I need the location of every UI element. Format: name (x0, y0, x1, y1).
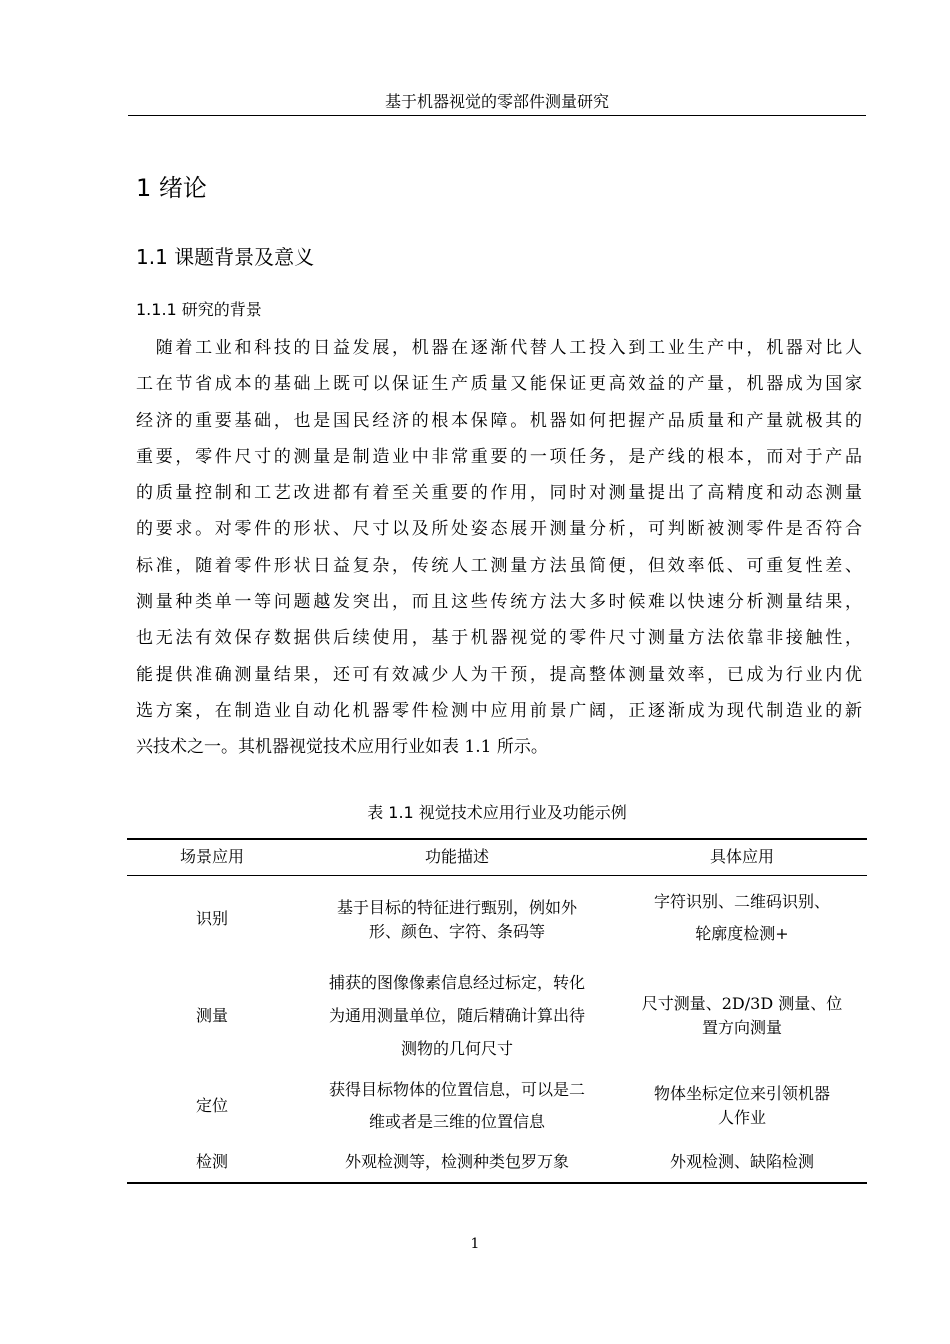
paragraph-line: 重要，零件尺寸的测量是制造业中非常重要的一项任务，是产线的根本，而对于产品 (136, 446, 862, 467)
cell-line: 字符识别、二维码识别、 (653, 892, 830, 911)
chapter-title: 1 绪论 (136, 174, 207, 202)
table-header-cell: 场景应用 (179, 847, 244, 866)
table-cell-scene: 测量 (195, 1006, 228, 1025)
table-cell-app (617, 1082, 867, 1130)
cell-line: 基于目标的特征进行甄别，例如外 (336, 898, 577, 917)
subsection-title: 1.1.1 研究的背景 (136, 300, 262, 319)
table-caption: 表 1.1 视觉技术应用行业及功能示例 (367, 803, 627, 822)
cell-line: 置方向测量 (701, 1018, 782, 1037)
cell-line: 轮廓度检测+ (695, 924, 789, 943)
paragraph-line: 测量种类单一等问题越发突出，而且这些传统方法大多时候难以快速分析测量结果， (136, 592, 862, 613)
page-number: 1 (470, 1236, 480, 1252)
table-cell-scene: 检测 (195, 1152, 228, 1171)
paragraph-line: 标准，随着零件形状日益复杂，传统人工测量方法虽简便，但效率低、可重复性差、 (136, 555, 862, 576)
table-cell-app (617, 886, 867, 950)
paragraph-line: 的要求。对零件的形状、尺寸以及所处姿态展开测量分析，可判断被测零件是否符合 (136, 519, 862, 540)
table-cell-scene: 定位 (195, 1096, 228, 1115)
table-cell-desc: 外观检测等，检测种类包罗万象 (344, 1152, 569, 1171)
table-cell-app (617, 992, 867, 1040)
paragraph-line: 能提供准确测量结果，还可有效减少人为干预，提高整体测量效率，已成为行业内优 (136, 664, 862, 685)
paragraph-line: 也无法有效保存数据供后续使用，基于机器视觉的零件尺寸测量方法依靠非接触性， (136, 628, 862, 649)
paragraph-line: 选方案，在制造业自动化机器零件检测中应用前景广阔，正逐渐成为现代制造业的新 (136, 700, 862, 721)
cell-line: 物体坐标定位来引领机器 (653, 1084, 830, 1103)
table-cell-scene: 识别 (195, 909, 228, 928)
cell-line: 测物的几何尺寸 (400, 1039, 513, 1058)
header-rule (128, 115, 866, 116)
cell-line: 捕获的图像像素信息经过标定，转化 (328, 973, 585, 992)
paragraph-line: 工在节省成本的基础上既可以保证生产质量又能保证更高效益的产量，机器成为国家 (136, 374, 862, 395)
table-cell-desc (297, 896, 617, 944)
running-header: 基于机器视觉的零部件测量研究 (384, 92, 609, 111)
cell-line: 为通用测量单位，随后精确计算出待 (328, 1006, 585, 1025)
table-header-cell: 具体应用 (709, 847, 774, 866)
cell-line: 人作业 (717, 1108, 766, 1127)
cell-line: 维或者是三维的位置信息 (368, 1112, 545, 1131)
table-header-rule (127, 875, 867, 876)
paragraph-line: 经济的重要基础，也是国民经济的根本保障。机器如何把握产品质量和产量就极其的 (136, 410, 862, 431)
paragraph-line: 随着工业和科技的日益发展，机器在逐渐代替人工投入到工业生产中，机器对比人 (136, 338, 862, 358)
table-bottom-rule (127, 1182, 867, 1184)
paragraph-line: 的质量控制和工艺改进都有着至关重要的作用，同时对测量提出了高精度和动态测量 (136, 483, 862, 504)
table-header-cell: 功能描述 (424, 847, 489, 866)
table-cell-app: 外观检测、缺陷检测 (669, 1152, 814, 1171)
table-cell-desc (297, 966, 617, 1065)
section-title: 1.1 课题背景及意义 (136, 245, 315, 269)
body-paragraph (136, 330, 862, 766)
table-cell-desc (297, 1074, 617, 1138)
paragraph-line: 兴技术之一。其机器视觉技术应用行业如表 1.1 所示。 (136, 737, 548, 758)
cell-line: 尺寸测量、2D/3D 测量、位 (641, 994, 843, 1013)
cell-line: 获得目标物体的位置信息，可以是二 (328, 1080, 585, 1099)
cell-line: 形、颜色、字符、条码等 (368, 922, 545, 941)
